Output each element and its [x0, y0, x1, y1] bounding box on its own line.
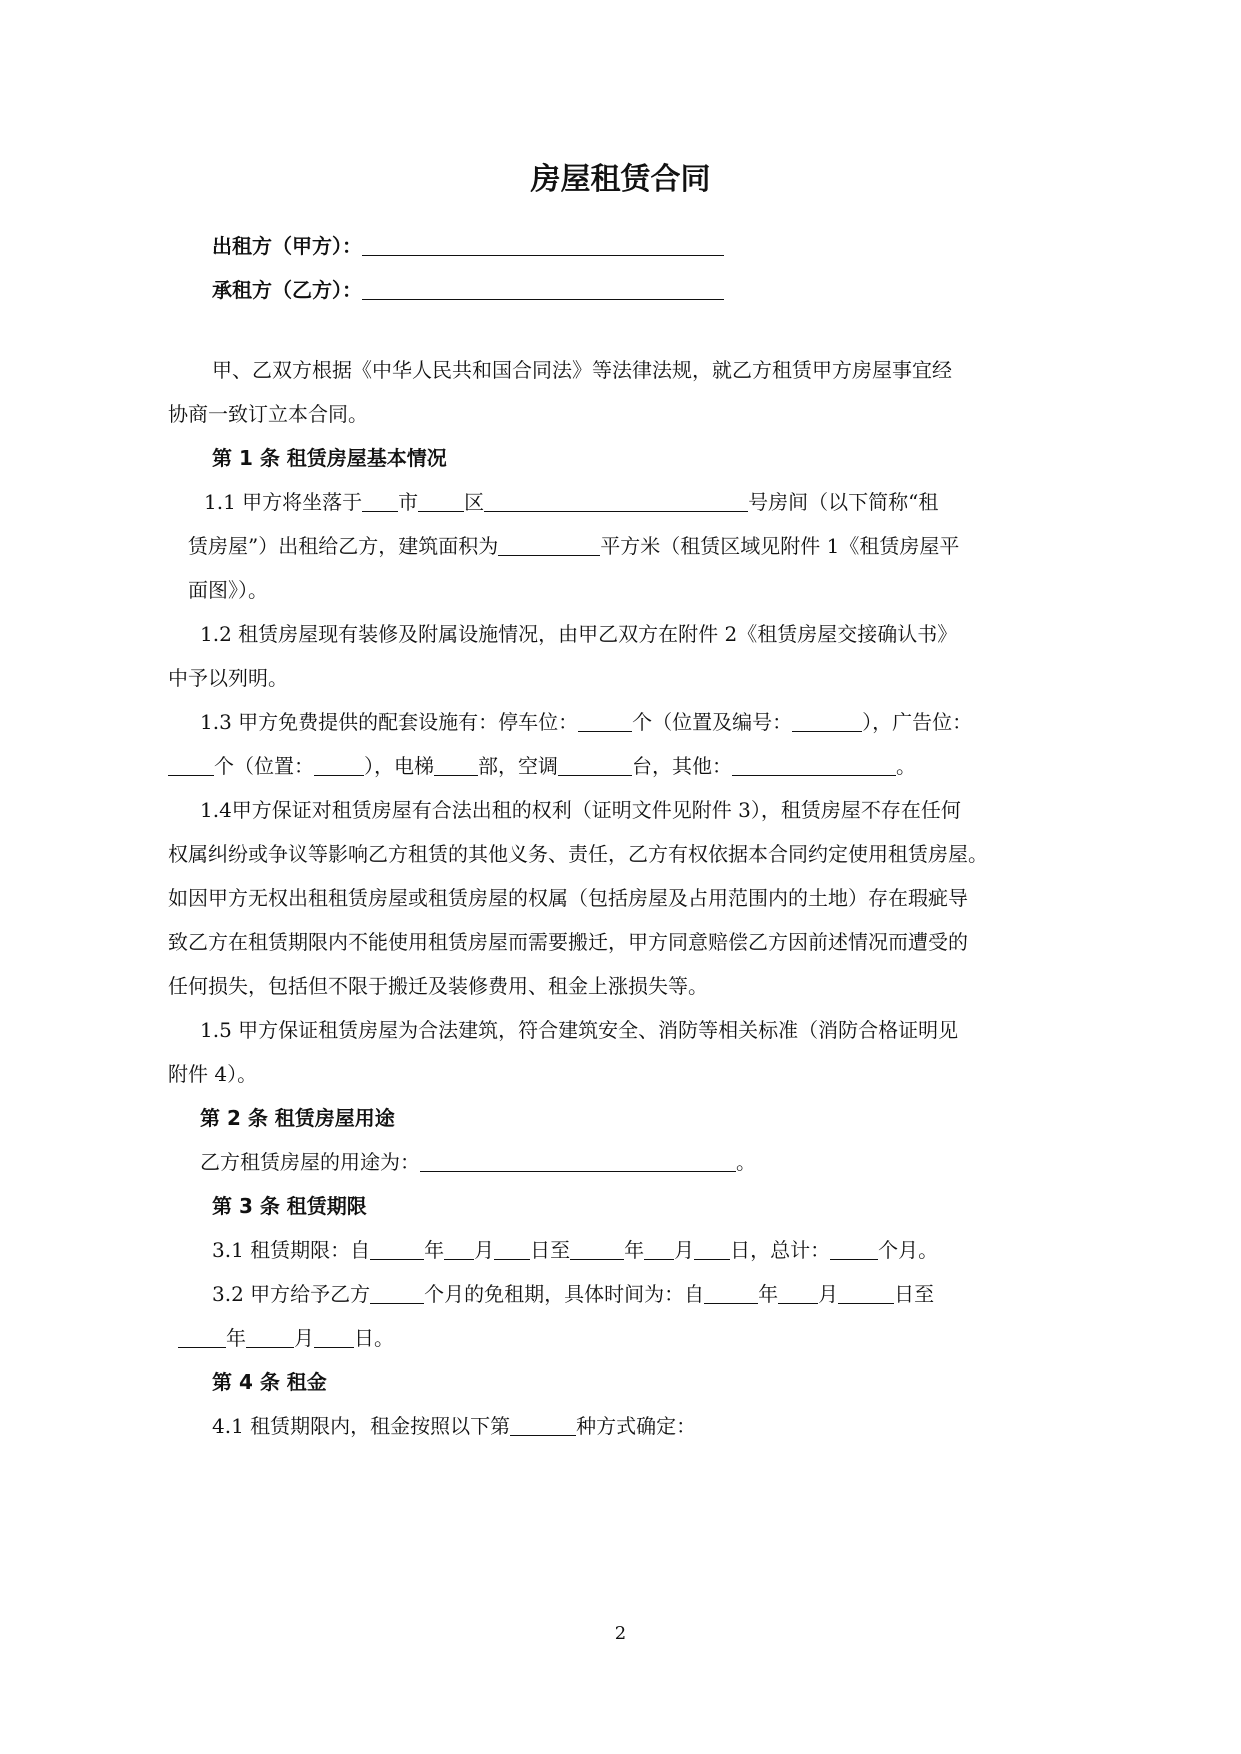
clause-1-5-line-1: 1.5 甲方保证租赁房屋为合法建筑，符合建筑安全、消防等相关标准（消防合格证明见	[200, 1018, 959, 1042]
clause-3-2-line-1: 3.2 甲方给予乙方 个月的免租期，具体时间为：自 年 月 日至	[212, 1282, 935, 1306]
free-end-year-blank[interactable]	[178, 1327, 226, 1348]
party-a-line	[212, 232, 724, 260]
start-year-blank[interactable]	[370, 1239, 424, 1260]
ad-count-blank[interactable]	[168, 755, 214, 776]
clause-1-4-line-3: 如因甲方无权出租租赁房屋或租赁房屋的权属（包括房屋及占用范围内的土地）存在瑕疵导	[168, 886, 968, 910]
free-months-blank[interactable]	[370, 1283, 424, 1304]
party-b-line	[212, 276, 724, 304]
clause-1-2-line-2: 中予以列明。	[168, 666, 288, 690]
free-start-year-blank[interactable]	[704, 1283, 758, 1304]
rent-method-blank[interactable]	[510, 1415, 576, 1436]
elevator-blank[interactable]	[434, 755, 478, 776]
clause-1-4-line-5: 任何损失，包括但不限于搬迁及装修费用、租金上涨损失等。	[168, 974, 708, 998]
free-end-day-blank[interactable]	[314, 1327, 354, 1348]
clause-1-4-line-4: 致乙方在租赁期限内不能使用租赁房屋而需要搬迁，甲方同意赔偿乙方因前述情况而遭受的	[168, 930, 968, 954]
clause-1-3-line-1: 1.3 甲方免费提供的配套设施有：停车位： 个（位置及编号： ），广告位：	[200, 710, 973, 734]
ac-blank[interactable]	[558, 755, 632, 776]
free-end-month-blank[interactable]	[246, 1327, 294, 1348]
area-blank[interactable]	[498, 535, 600, 556]
clause-3-2-line-2: 年 月 日。	[178, 1324, 394, 1352]
clause-1-4-line-2: 权属纠纷或争议等影响乙方租赁的其他义务、责任，乙方有权依据本合同约定使用租赁房屋。	[168, 842, 988, 866]
clause-3-1-line: 3.1 租赁期限：自 年 月 日至 年 月 日，总计： 个月。	[212, 1238, 939, 1262]
intro-line-1: 甲、乙双方根据《中华人民共和国合同法》等法律法规，就乙方租赁甲方房屋事宜经	[212, 358, 952, 382]
ad-location-blank[interactable]	[314, 755, 364, 776]
article-3-heading: 第 3 条 租赁期限	[212, 1194, 367, 1218]
party-b-blank[interactable]	[362, 279, 724, 300]
city-blank[interactable]	[362, 491, 398, 512]
end-day-blank[interactable]	[694, 1239, 730, 1260]
address-blank[interactable]	[484, 491, 748, 512]
clause-4-1-line: 4.1 租赁期限内，租金按照以下第 种方式确定：	[212, 1414, 697, 1438]
parking-location-blank[interactable]	[792, 711, 862, 732]
clause-1-1-line-1: 1.1 甲方将坐落于 市 区 号房间（以下简称“租	[204, 490, 939, 514]
free-start-month-blank[interactable]	[778, 1283, 818, 1304]
district-blank[interactable]	[418, 491, 464, 512]
article-2-heading: 第 2 条 租赁房屋用途	[200, 1106, 395, 1130]
other-blank[interactable]	[732, 755, 896, 776]
article-1-heading: 第 1 条 租赁房屋基本情况	[212, 446, 447, 470]
clause-1-1-line-2: 赁房屋”）出租给乙方，建筑面积为 平方米（租赁区域见附件 1《租赁房屋平	[188, 534, 960, 558]
parking-count-blank[interactable]	[578, 711, 632, 732]
document-title: 房屋租赁合同	[530, 162, 711, 197]
start-month-blank[interactable]	[444, 1239, 474, 1260]
clause-1-1-line-3: 面图》）。	[188, 578, 268, 602]
usage-blank[interactable]	[420, 1151, 736, 1172]
party-a-blank[interactable]	[362, 235, 724, 256]
article-2-usage-line: 乙方租赁房屋的用途为： 。	[200, 1150, 756, 1174]
article-4-heading: 第 4 条 租金	[212, 1370, 327, 1394]
party-b-label: 承租方（乙方）：	[212, 278, 362, 302]
page-number: 2	[614, 1623, 627, 1644]
free-start-day-blank[interactable]	[838, 1283, 894, 1304]
intro-line-2: 协商一致订立本合同。	[168, 402, 368, 426]
end-year-blank[interactable]	[570, 1239, 624, 1260]
total-months-blank[interactable]	[830, 1239, 878, 1260]
party-a-label: 出租方（甲方）：	[212, 234, 362, 258]
clause-1-3-line-2: 个（位置： ），电梯 部，空调 台，其他： 。	[168, 752, 916, 780]
clause-1-2-line-1: 1.2 租赁房屋现有装修及附属设施情况，由甲乙双方在附件 2《租赁房屋交接确认书》	[200, 622, 958, 646]
clause-1-5-line-2: 附件 4）。	[168, 1062, 258, 1086]
end-month-blank[interactable]	[644, 1239, 674, 1260]
clause-1-4-line-1: 1.4甲方保证对租赁房屋有合法出租的权利（证明文件见附件 3），租赁房屋不存在任何	[200, 798, 961, 822]
start-day-blank[interactable]	[494, 1239, 530, 1260]
